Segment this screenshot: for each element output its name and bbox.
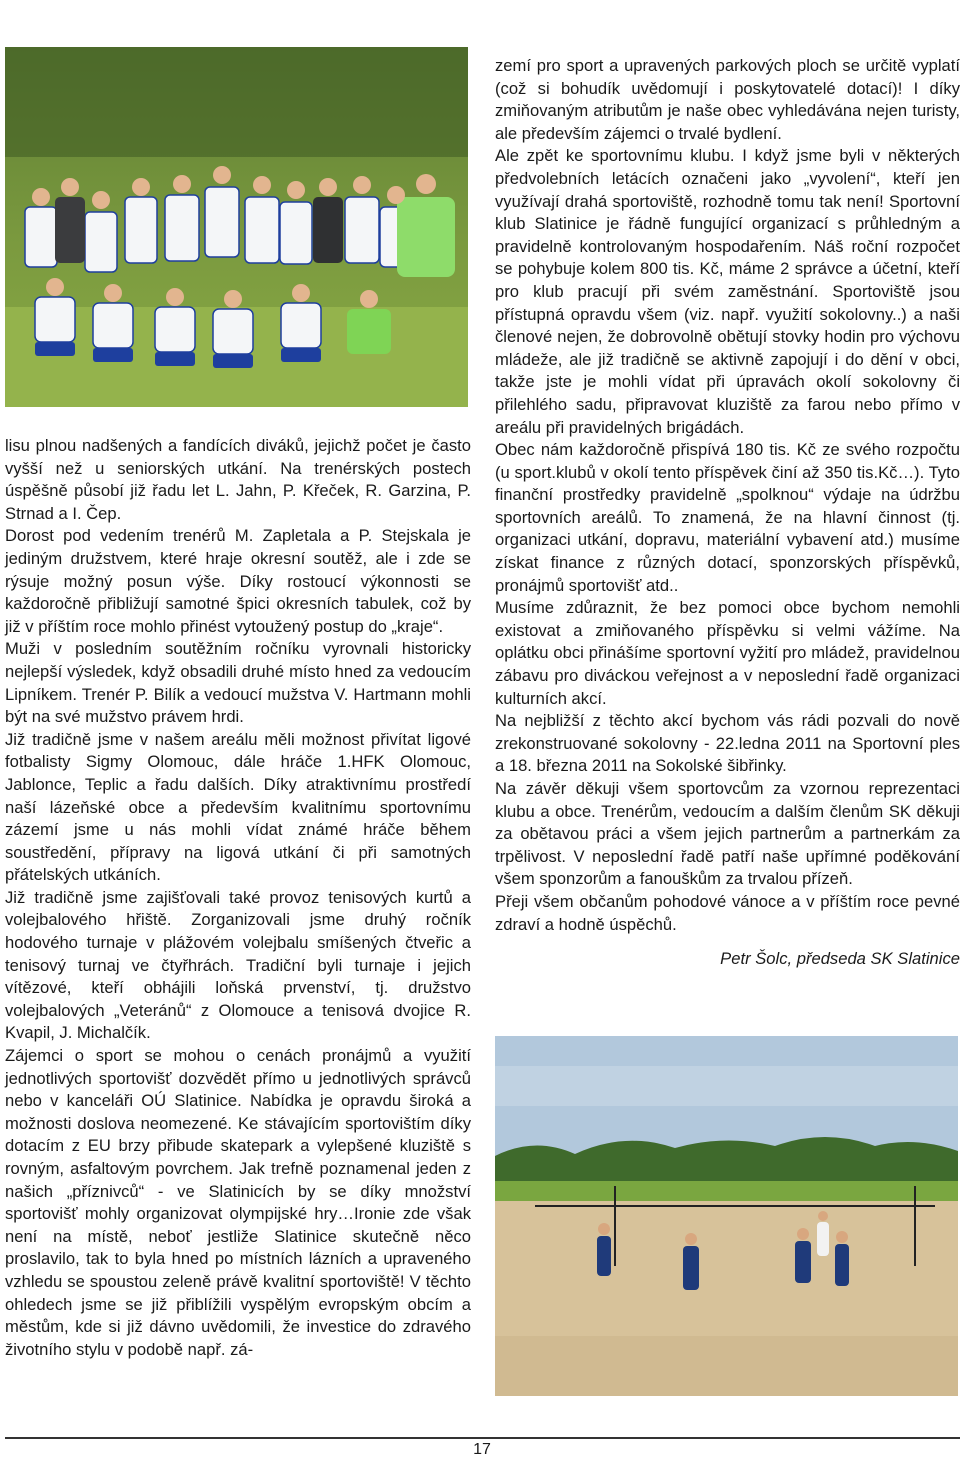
paragraph: Na nejbližší z těchto akcí bychom vás rádi pozvali do nově zrekonstruované sokolovny - 22.ledna 2011 na Sportovní ples a 18. března 2011 na Sokolské šibřinky.	[495, 711, 960, 776]
goalkeeper-front	[347, 309, 391, 354]
paragraph: Již tradičně jsme v našem areálu měli možnost přivítat ligové fotbalisty Sigmy Olomouc, dále hráče 1.HFK Olomouc, Jablonce, Teplic a řadu dalších. Díky atraktivnímu prostředí naší lázeňské obce a především kvalitnímu sportovnímu zázemí jsme u nás mohli vídat známé hráče během soustředění, přípravy na ligová utkání či při samotných přátelských utkáních.	[5, 729, 471, 885]
paragraph: Na závěr děkuji všem sportovcům za vzornou reprezentaci klubu a obce. Trenérům, vedoucím a dalším členům SK děkuji za obětavou práci a všem jejich partnerům a partnerkám za trpělivost. V neposlední řadě patří naše upřímné poděkování všem sponzorům a fanouškům za trvalou přízeň.	[495, 779, 960, 889]
paragraph: Dorost pod vedením trenérů M. Zapletala a P. Stejskala je jediným družstvem, které hraje okresní soutěž, ale i zde se rýsuje možný posun výše. Díky rostoucí výkonnosti se každoročně přibližují samotné špici okresních tabulek, což by již v příštím roce mohlo přinést vytoužený postup do „kraje“.	[5, 526, 471, 636]
paragraph: zemí pro sport a upravených parkových ploch se určitě vyplatí (což si bohudík uvědomují i poskytovatelé dotací)! I díky zmiňovaným atributům je naše obec vyhledávána nejen turisty, ale především zájemci o trvalé bydlení.	[495, 56, 960, 143]
paragraph: Ale zpět ke sportovnímu klubu. I když jsme byli v některých předvolebních letácích označeni jako „vyvolení“, kteří jen využívají drahá sportoviště, rozhodně tomu tak není! Sportovní klub Slatinice je řádně fungující organizací s průhledným a pravidelně kontrolovaným hospodařením. Náš roční rozpočet se pohybuje kolem 800 tis. Kč, máme 2 správce a účetní, kteří pro klub pracují při svém zaměstnání. Sportoviště jsou přístupná opravdu všem (viz. např. využití sokolovny..) a naši členové nejen, že dobrovolně obětují stovky hodin pro výchovu mládeže, ale již tradičně se aktivně zapojují i do dění v obci, takže jste je mohli vídat při úpravách okolí sokolovny či přilehlého sadu, připravovat kluziště za farou nebo přímo v areálu při pravidelných brigádách.	[495, 146, 960, 437]
coach	[397, 197, 455, 277]
paragraph: Musíme zdůraznit, že bez pomoci obce bychom nemohli existovat a zmiňovaného příspěvku si velmi vážíme. Na oplátku obci přinášíme sportovní vyžití pro mládež, pravidelnou zábavu pro diváckou veřejnost a v neposlední řadě organizaci kulturních akcí.	[495, 598, 960, 708]
paragraph: Muži v posledním soutěžním ročníku vyrovnali historicky nejlepší výsledek, když obsadili druhé místo hned za vedoucím Lipníkem. Trenér P. Bilík a vedoucí mužstva V. Hartmann mohli být na své mužstvo právem hrdi.	[5, 639, 471, 727]
author-signature: Petr Šolc, předseda SK Slatinice	[720, 949, 960, 969]
clouds	[495, 1066, 958, 1106]
paragraph: Již tradičně jsme zajišťovali také provoz tenisových kurtů a volejbalového hřiště. Zorganizovali jsme druhý ročník hodového turnaje v plážovém volejbalu smíšených čtveřic a tenisový turnaj ve čtyřhrách. Tradiční byli turnaje i jejich vítězové, kteří obhájili loňská prvenství, tj. družstvo volejbalových „Veteránů“ z Olomouce a tenisová dvojice R. Kvapil, J. Michalčík.	[5, 887, 471, 1043]
paragraph: Zájemci o sport se mohou o cenách pronájmů a využití jednotlivých sportovišť dozvědět přímo u jednotlivých správců nebo v kanceláři OÚ Slatinice. Nabídka je opravdu široká a možnosti doslova neomezené. Ke stávajícím sportovištím díky dotacím z EU brzy přibude skatepark a vylepšené kluziště s rovným, asfaltovým povrchem. Jak trefně poznamenal jeden z našich „příznivců“ - ve Slatinicích by se díky množství sportovišť mohly organizovat olympijské hry…Ironie zde však není na místě, neboť jestliže Slatinice skutečně něco proslavilo, tak to byla hned po místních lázních a upraveného vzhledu se spoustou zeleně právě kvalitní sportoviště! V těchto ohledech jsme se již přiblížili vyspělým evropským obcím a městům, kde si již dávno uvědomili, že investice do zdravého životního stylu v podobě např. zá-	[5, 1046, 471, 1359]
tree-line	[5, 47, 468, 157]
paragraph: lisu plnou nadšených a fandících diváků, jejichž počet je často vyšší než u seniorských utkání. Na trenérských postech úspěšně působí již řadu let L. Jahn, P. Křeček, R. Garzina, P. Strnad a I. Čep.	[5, 436, 471, 523]
left-text-column	[5, 435, 471, 1361]
right-text-column	[495, 55, 960, 971]
goalkeeper	[55, 197, 85, 263]
team-photo	[5, 47, 468, 407]
beach-volleyball-image	[495, 1036, 958, 1396]
volleyball-photo	[495, 1036, 958, 1396]
paragraph: Obec nám každoročně přispívá 180 tis. Kč ze svého rozpočtu (u sport.klubů v okolí tento příspěvek činí až 350 tis.Kč…). Tyto finanční prostředky pravidelně „spolknou“ výdaje na údržbu sportovních areálů. To znamená, že na hlavní činnost (tj. organizaci utkání, dopravu, materiální vybavení atd.) musíme získat finance z různých dotací, sponzorských příspěvků, pronájmů sportovišť atd..	[495, 440, 960, 595]
paragraph: Přeji všem občanům pohodové vánoce a v příštím roce pevné zdraví a hodně úspěchů.	[495, 891, 960, 934]
footer-rule	[5, 1437, 960, 1439]
football-team-image	[5, 47, 468, 407]
page-number: 17	[473, 1441, 491, 1458]
